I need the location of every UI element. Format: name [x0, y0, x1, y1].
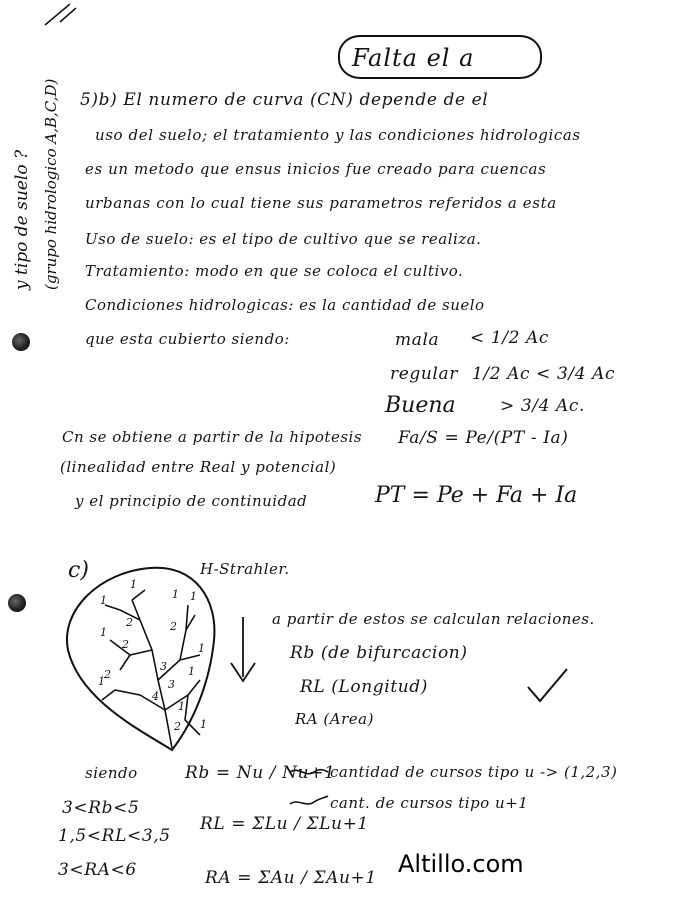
stream-order-label: 1 — [172, 588, 179, 601]
section-c-label: c) — [68, 558, 89, 583]
stream-order-label: 2 — [104, 668, 111, 681]
condition-buena-expr: > 3/4 Ac. — [500, 396, 586, 416]
bullet-uso-suelo: Uso de suelo: es el tipo de cultivo que se realiza. — [85, 230, 482, 248]
text-line-1: 5)b) El numero de curva (CN) depende de el — [80, 90, 489, 110]
corner-scribble — [40, 0, 80, 30]
condition-regular-expr: 1/2 Ac < 3/4 Ac — [472, 364, 616, 384]
stream-order-label: 1 — [198, 642, 205, 655]
page-title: Falta el a — [352, 44, 475, 72]
relation-rb: Rb (de bifurcacion) — [290, 643, 468, 663]
hypothesis-line: Cn se obtiene a partir de la hipotesis — [62, 428, 363, 446]
ratio-rl-note: cant. de cursos tipo u+1 — [330, 794, 529, 812]
stream-order-label: 1 — [130, 578, 137, 591]
ratio-ra: RA = ΣAu / ΣAu+1 — [205, 868, 377, 888]
range-rb: 3<Rb<5 — [62, 798, 140, 818]
connector-squiggle — [288, 764, 332, 808]
text-line-3: es un metodo que ensus inicios fue creado para cuencas — [85, 160, 547, 178]
stream-order-label: 1 — [178, 700, 185, 713]
stream-order-label: 1 — [188, 665, 195, 678]
stream-order-label: 1 — [200, 718, 207, 731]
stream-order-label: 4 — [152, 690, 159, 703]
range-ra: 3<RA<6 — [58, 860, 137, 880]
condition-mala-expr: < 1/2 Ac — [470, 328, 550, 348]
basin-diagram — [60, 560, 240, 760]
ratio-rl: RL = ΣLu / ΣLu+1 — [200, 814, 369, 834]
text-line-4: urbanas con lo cual tiene sus parametros referidos a esta — [85, 194, 557, 212]
linearity-note: (linealidad entre Real y potencial) — [60, 458, 337, 476]
text-line-2: uso del suelo; el tratamiento y las condiciones hidrologicas — [95, 126, 581, 144]
stream-order-label: 3 — [160, 660, 167, 673]
method-name: H-Strahler. — [200, 560, 290, 578]
check-mark-icon — [525, 665, 570, 705]
stream-order-label: 2 — [170, 620, 177, 633]
condition-regular-label: regular — [390, 364, 458, 384]
punch-hole-bottom — [8, 594, 26, 612]
stream-order-label: 1 — [100, 594, 107, 607]
relation-ra: RA (Area) — [295, 710, 374, 728]
stream-order-label: 1 — [98, 675, 105, 688]
punch-hole-top — [12, 333, 30, 351]
ratio-rb: Rb = Nu / Nu+1 — [185, 763, 336, 783]
range-rl: 1,5<RL<3,5 — [58, 826, 171, 846]
stream-order-label: 1 — [100, 626, 107, 639]
stream-order-label: 2 — [122, 638, 129, 651]
principle-line: y el principio de continuidad — [75, 492, 308, 510]
stream-order-label: 2 — [174, 720, 181, 733]
margin-note-1: y tipo de suelo ? — [12, 149, 32, 290]
stream-order-label: 2 — [126, 616, 133, 629]
bullet-tratamiento: Tratamiento: modo en que se coloca el cultivo. — [85, 262, 464, 280]
siendo-label: siendo — [85, 764, 138, 782]
ratio-rb-note: cantidad de cursos tipo u -> (1,2,3) — [330, 763, 618, 781]
condition-buena-label: Buena — [385, 393, 456, 418]
bullet-condiciones: Condiciones hidrologicas: es la cantidad de suelo — [85, 296, 485, 314]
arrow-down-icon — [228, 615, 258, 685]
hypothesis-formula: Fa/S = Pe/(PT - Ia) — [398, 428, 569, 448]
margin-note-2: (grupo hidrologico A,B,C,D) — [42, 78, 60, 290]
watermark-text: Altillo.com — [398, 850, 524, 878]
condition-mala-label: mala — [395, 330, 440, 350]
stream-order-label: 1 — [190, 590, 197, 603]
stream-order-label: 3 — [168, 678, 175, 691]
bullet-continuation: que esta cubierto siendo: — [85, 330, 290, 348]
relation-rl: RL (Longitud) — [300, 677, 429, 697]
relations-intro: a partir de estos se calculan relaciones. — [272, 610, 595, 628]
principle-formula: PT = Pe + Fa + Ia — [375, 483, 578, 508]
